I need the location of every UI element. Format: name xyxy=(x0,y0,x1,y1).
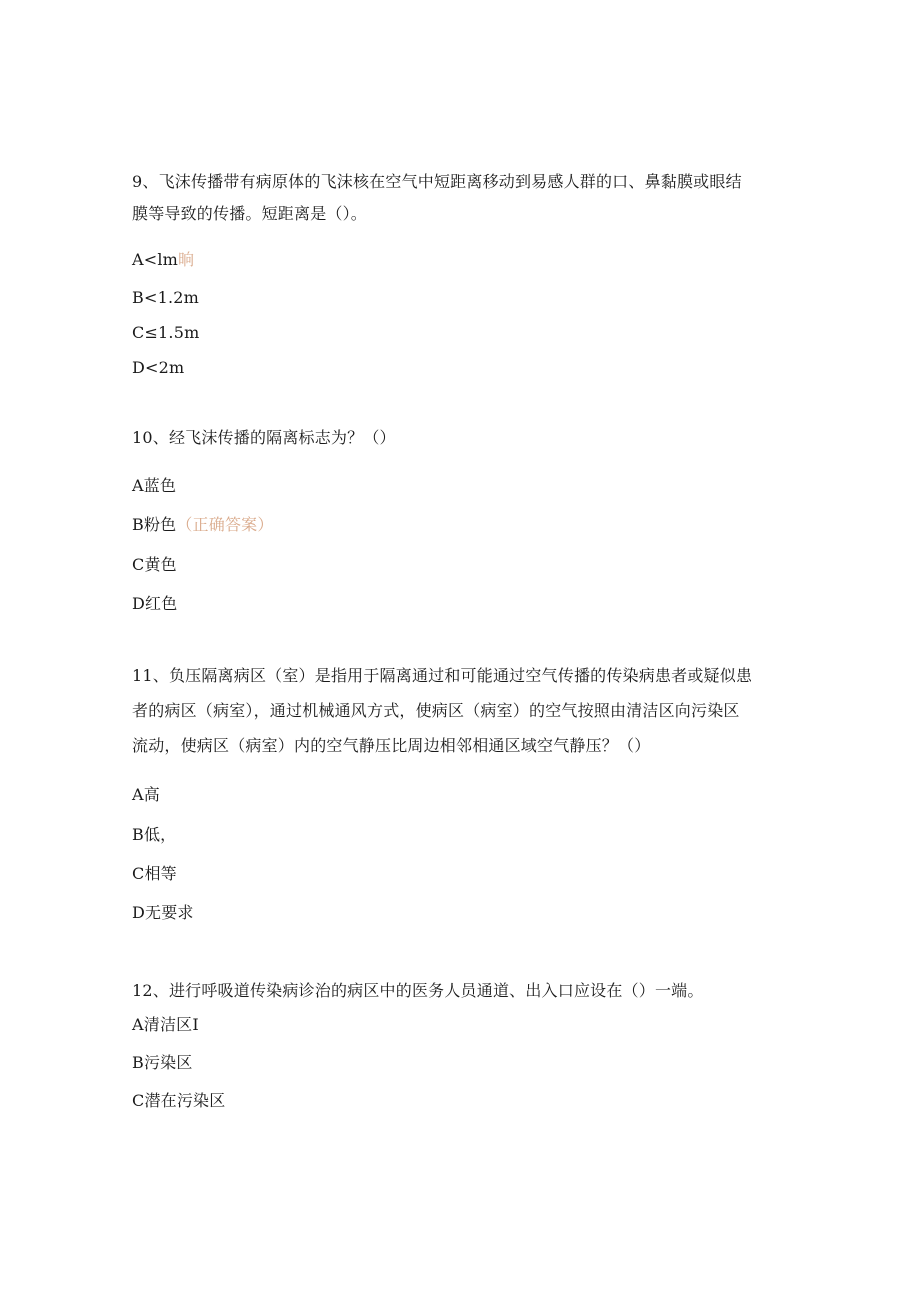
option-text: A蓝色 xyxy=(132,476,177,495)
option-text: C潜在污染区 xyxy=(132,1091,226,1110)
question-9-option-a xyxy=(132,250,194,270)
question-9-stem-line-1: 9、飞沫传播带有病原体的飞沫核在空气中短距离移动到易感人群的口、鼻黏膜或眼结 xyxy=(132,172,742,191)
question-11-option-a xyxy=(132,785,160,805)
question-11-stem-line-3: 流动，使病区（病室）内的空气静压比周边相邻相通区域空气静压？（） xyxy=(132,736,651,755)
question-9-option-b xyxy=(132,288,199,308)
option-note: 晌 xyxy=(178,250,195,269)
question-12-option-a xyxy=(132,1015,199,1035)
question-11-stem-line-1: 11、负压隔离病区（室）是指用于隔离通过和可能通过空气传播的传染病患者或疑似患 xyxy=(132,666,753,685)
option-text: C相等 xyxy=(132,864,177,883)
option-text: A清洁区I xyxy=(132,1015,199,1034)
option-text: C黄色 xyxy=(132,555,177,574)
question-10-option-d xyxy=(132,594,177,614)
option-text: D无要求 xyxy=(132,903,194,922)
question-9-option-c xyxy=(132,323,199,343)
option-text: D红色 xyxy=(132,594,178,613)
question-12-option-b xyxy=(132,1053,193,1073)
question-10-option-c xyxy=(132,555,177,575)
option-text: B<1.2m xyxy=(132,288,199,307)
question-11-option-b xyxy=(132,825,176,845)
question-11-option-d xyxy=(132,903,194,923)
option-text: D<2m xyxy=(132,358,185,377)
question-10-option-a xyxy=(132,476,176,496)
correct-answer-note: （正确答案） xyxy=(176,515,274,534)
option-text: C≤1.5m xyxy=(132,323,200,342)
question-10-stem-line-1: 10、经飞沫传播的隔离标志为？（） xyxy=(132,428,396,447)
option-text: B污染区 xyxy=(132,1053,193,1072)
option-text: A高 xyxy=(132,785,160,804)
question-9-option-d xyxy=(132,358,184,378)
option-text: A<lm xyxy=(132,250,179,269)
question-10-option-b xyxy=(132,515,274,535)
option-text: B低， xyxy=(132,825,177,844)
option-text: B粉色 xyxy=(132,515,177,534)
question-11-stem-line-2: 者的病区（病室），通过机械通风方式，使病区（病室）的空气按照由清洁区向污染区 xyxy=(132,701,740,720)
question-9-stem-line-2: 膜等导致的传播。短距离是（）。 xyxy=(132,204,368,223)
question-12-option-c xyxy=(132,1091,225,1111)
question-12-stem-line-1: 12、进行呼吸道传染病诊治的病区中的医务人员通道、出入口应设在（）一端。 xyxy=(132,981,704,1000)
question-11-option-c xyxy=(132,864,177,884)
